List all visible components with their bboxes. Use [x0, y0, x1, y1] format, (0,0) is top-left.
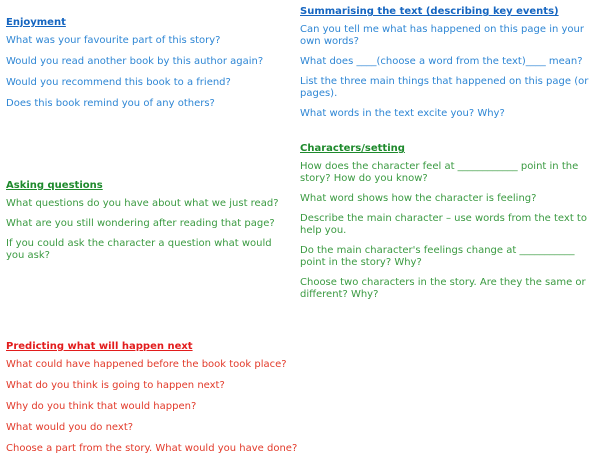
- enjoyment-question: What was your favourite part of this story?: [6, 35, 221, 46]
- characters-question: How does the character feel at ____________ point in the story? How do you know?: [300, 161, 579, 184]
- summarising-question: What words in the text excite you? Why?: [300, 108, 505, 119]
- summarising-question: What does ____(choose a word from the text)____ mean?: [300, 56, 583, 67]
- asking-question: What questions do you have about what we just read?: [6, 198, 279, 209]
- enjoyment-question: Would you read another book by this author again?: [6, 56, 264, 67]
- asking-question: If you could ask the character a question what would you ask?: [6, 238, 272, 261]
- predicting-question: What do you think is going to happen next?: [6, 380, 225, 391]
- asking-questions-section: [6, 179, 286, 270]
- summarising-question: Can you tell me what has happened on this page in your own words?: [300, 24, 584, 47]
- predicting-question: What would you do next?: [6, 422, 134, 433]
- characters-question: Describe the main character – use words from the text to help you.: [300, 213, 587, 236]
- summarising-question: List the three main things that happened on this page (or pages).: [300, 76, 589, 99]
- summarising-section: [300, 5, 596, 128]
- predicting-section: [6, 340, 406, 464]
- predicting-question: What could have happened before the book took place?: [6, 359, 287, 370]
- characters-question: Choose two characters in the story. Are they the same or different? Why?: [300, 277, 586, 300]
- enjoyment-question: Would you recommend this book to a friend?: [6, 77, 231, 88]
- asking-questions-heading: Asking questions: [6, 180, 103, 191]
- asking-question: What are you still wondering after reading that page?: [6, 218, 275, 229]
- characters-question: Do the main character's feelings change at ___________ point in the story? Why?: [300, 245, 575, 268]
- characters-question: What word shows how the character is feeling?: [300, 193, 537, 204]
- enjoyment-section: [6, 16, 286, 119]
- enjoyment-question: Does this book remind you of any others?: [6, 98, 215, 109]
- enjoyment-heading: Enjoyment: [6, 17, 66, 28]
- characters-setting-heading: Characters/setting: [300, 143, 405, 154]
- predicting-question: Why do you think that would happen?: [6, 401, 197, 412]
- predicting-heading: Predicting what will happen next: [6, 341, 193, 352]
- predicting-question: Choose a part from the story. What would you have done?: [6, 443, 298, 454]
- characters-setting-section: [300, 142, 596, 309]
- summarising-heading: Summarising the text (describing key events): [300, 6, 559, 17]
